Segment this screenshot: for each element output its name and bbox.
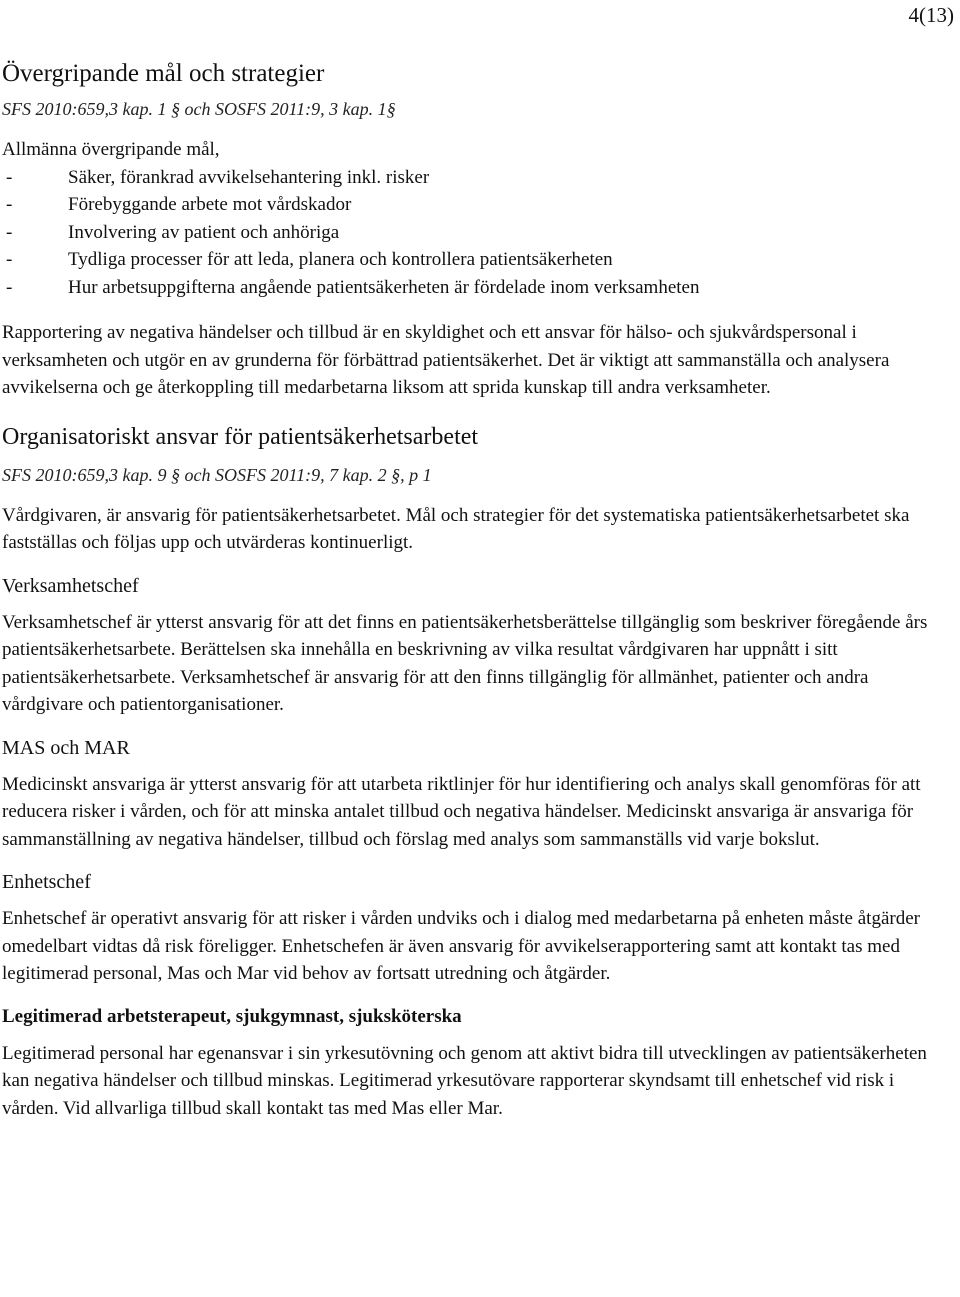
organization-paragraph: Vårdgivaren, är ansvarig för patientsäkerhetsarbetet. Mål och strategier för det systematiska patientsäkerhetsarbetet ska fastställas och följas upp och utvärderas kontinuerligt. (2, 504, 910, 553)
bullet: - (6, 194, 13, 215)
bullet: - (6, 249, 13, 270)
bullet: - (6, 221, 13, 243)
heading-enhetschef: Enhetschef (2, 871, 91, 893)
document-body (2, 58, 952, 1122)
heading-verksamhetschef: Verksamhetschef (2, 574, 139, 597)
list-item (2, 219, 952, 247)
section-title-organization: Organisatoriskt ansvar för patientsäkerhetsarbetet (2, 423, 479, 450)
goal-text: Tydliga processer för att leda, planera och kontrollera patientsäkerheten (68, 249, 613, 270)
law-reference: SFS 2010:659,3 kap. 1 § och SOSFS 2011:9, 3 kap. 1§ (2, 99, 396, 119)
heading-legitimerad: Legitimerad arbetsterapeut, sjukgymnast, sjuksköterska (2, 1005, 462, 1027)
goal-text: Säker, förankrad avvikelsehantering inkl. risker (68, 166, 430, 188)
goals-intro: Allmänna övergripande mål, (2, 139, 220, 160)
list-item (2, 191, 952, 219)
list-item (2, 246, 952, 274)
goal-text: Hur arbetsuppgifterna angående patientsäkerheten är fördelade inom verksamheten (68, 276, 700, 298)
list-item (2, 164, 952, 192)
bullet: - (6, 166, 13, 188)
reporting-paragraph: Rapportering av negativa händelser och tillbud är en skyldighet och ett ansvar för hälso- och sjukvårdspersonal i verksamheten och utgör en av grunderna för förbättrad patientsäkerhet. Det är viktigt att sammanställa och analysera avvikelserna och ge återkoppling till medarbetarna liksom att sprida kunskap till andra verksamheter. (2, 322, 890, 398)
enhetschef-paragraph: Enhetschef är operativt ansvarig för att risker i vården undviks och i dialog med medarbetarna på enheten måste åtgärder omedelbart vidtas då risk föreligger. Enhetschefen är även ansvarig för avvikelserapportering samt att kontakt tas med legitimerad personal, Mas och Mar vid behov av fortsatt utredning och åtgärder. (2, 908, 920, 984)
list-item (2, 274, 952, 302)
goals-list (2, 164, 952, 302)
mas-mar-paragraph: Medicinskt ansvariga är ytterst ansvarig för att utarbeta riktlinjer för hur identifiering och analys skall genomföras för att reducera risker i vården, och för att minska antalet tillbud och negativa händelser. Medicinskt ansvariga är ansvariga för sammanställning av negativa händelser, tillbud och förslag med analys som sammanställs vid varje bokslut. (2, 773, 921, 850)
goal-text: Involvering av patient och anhöriga (68, 221, 340, 243)
bullet: - (6, 276, 13, 298)
legitimerad-paragraph: Legitimerad personal har egenansvar i sin yrkesutövning och genom att aktivt bidra till utvecklingen av patientsäkerheten kan negativa händelser och tillbud minskas. Legitimerad yrkesutövare rapporterar skyndsamt till enhetschef vid risk i vården. Vid allvarliga tillbud skall kontakt tas med Mas eller Mar. (2, 1042, 927, 1119)
page-number: 4(13) (908, 3, 954, 27)
heading-mas-mar: MAS och MAR (2, 736, 130, 759)
section-title-goals: Övergripande mål och strategier (2, 60, 325, 87)
law-reference: SFS 2010:659,3 kap. 9 § och SOSFS 2011:9, 7 kap. 2 §, p 1 (2, 464, 432, 485)
verksamhetschef-paragraph: Verksamhetschef är ytterst ansvarig för att det finns en patientsäkerhetsberättelse tillgänglig som beskriver föregående års patientsäkerhetsarbete. Berättelsen ska innehålla en beskrivning av vilka resultat vårdgivaren har uppnått i sitt patientsäkerhetsarbete. Verksamhetschef är ansvarig för att den finns tillgänglig för allmänhet, patienter och andra vårdgivare och patientorganisationer. (2, 611, 928, 715)
goal-text: Förebyggande arbete mot vårdskador (68, 194, 352, 215)
